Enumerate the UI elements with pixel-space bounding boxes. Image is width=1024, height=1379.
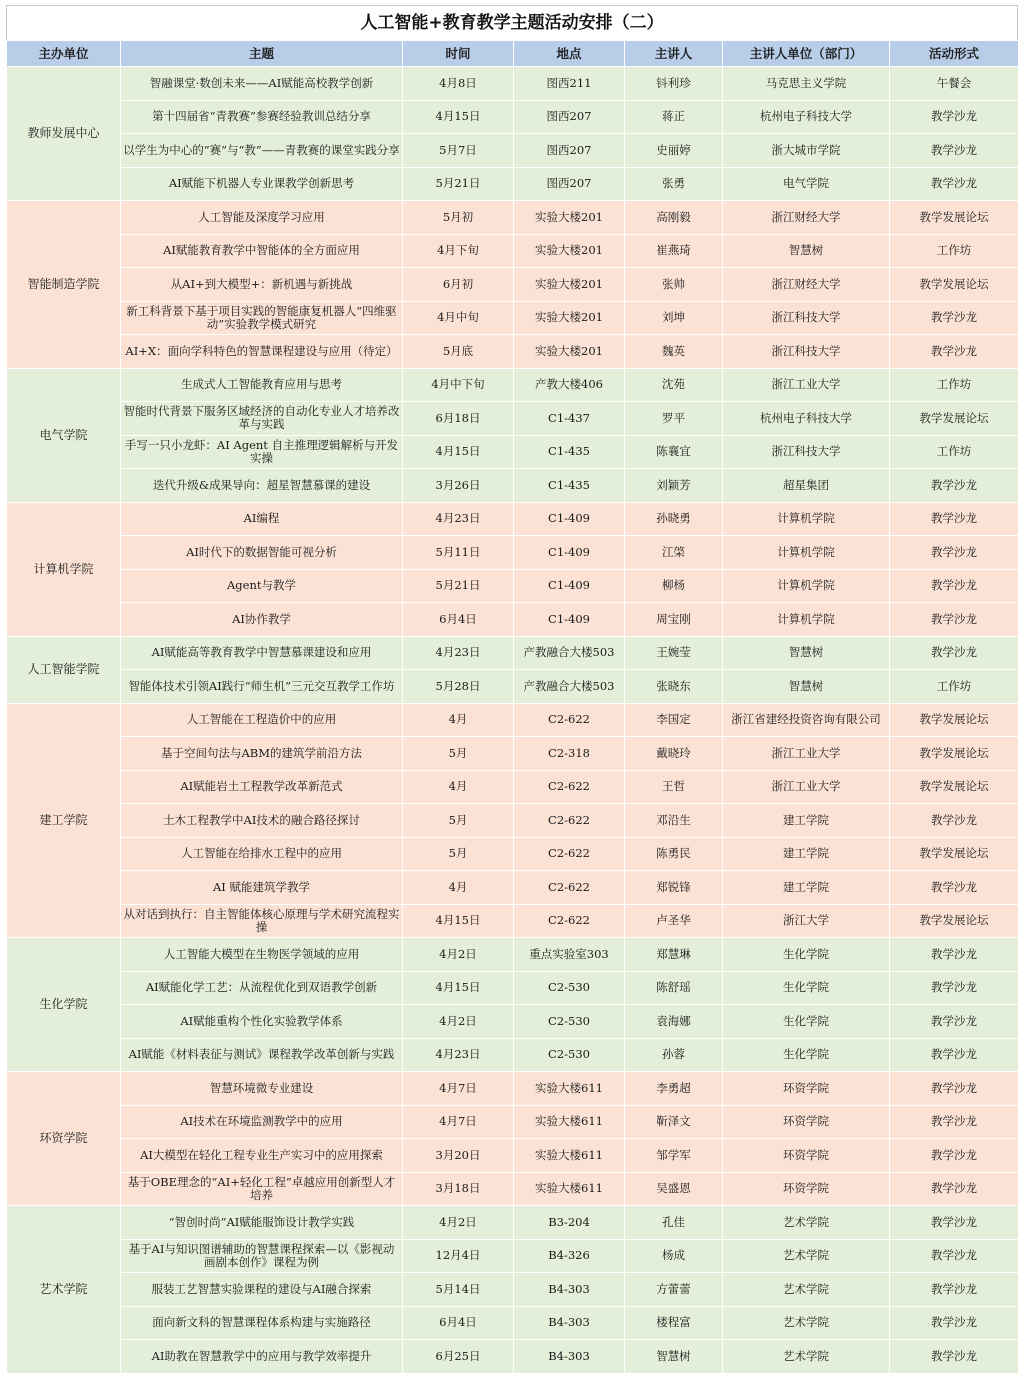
time-cell: 4月 xyxy=(403,770,514,804)
header-row xyxy=(7,41,1019,67)
topic-cell: Agent与教学 xyxy=(121,569,403,603)
speaker-cell: 戴晓玲 xyxy=(625,737,723,771)
time-cell: 6月18日 xyxy=(403,402,514,436)
speaker-cell: 李勇超 xyxy=(625,1072,723,1106)
table-row xyxy=(7,670,1019,704)
speaker-unit-cell: 浙江工业大学 xyxy=(723,770,890,804)
speaker-cell: 江棨 xyxy=(625,536,723,570)
header-speaker-unit: 主讲人单位（部门） xyxy=(723,41,890,67)
table-row xyxy=(7,1172,1019,1206)
topic-cell: 基于AI与知识图谱辅助的智慧课程探索—以《影视动画剧本创作》课程为例 xyxy=(121,1239,403,1273)
speaker-unit-cell: 智慧树 xyxy=(723,636,890,670)
speaker-cell: 孙晓勇 xyxy=(625,502,723,536)
speaker-cell: 刘坤 xyxy=(625,301,723,335)
location-cell: 图西207 xyxy=(514,167,625,201)
topic-cell: 从对话到执行：自主智能体核心原理与学术研究流程实操 xyxy=(121,904,403,938)
time-cell: 6月4日 xyxy=(403,1306,514,1340)
time-cell: 4月 xyxy=(403,703,514,737)
speaker-unit-cell: 建工学院 xyxy=(723,837,890,871)
speaker-cell: 刘颖芳 xyxy=(625,469,723,503)
speaker-unit-cell: 生化学院 xyxy=(723,1038,890,1072)
location-cell: 图西211 xyxy=(514,67,625,101)
time-cell: 4月7日 xyxy=(403,1105,514,1139)
time-cell: 4月下旬 xyxy=(403,234,514,268)
table-row xyxy=(7,536,1019,570)
format-cell: 教学沙龙 xyxy=(890,469,1019,503)
table-row xyxy=(7,502,1019,536)
location-cell: C2-530 xyxy=(514,971,625,1005)
table-row xyxy=(7,569,1019,603)
location-cell: C2-622 xyxy=(514,804,625,838)
location-cell: B4-303 xyxy=(514,1306,625,1340)
format-cell: 教学沙龙 xyxy=(890,335,1019,369)
format-cell: 教学沙龙 xyxy=(890,1005,1019,1039)
location-cell: B4-326 xyxy=(514,1239,625,1273)
table-row xyxy=(7,1038,1019,1072)
format-cell: 教学发展论坛 xyxy=(890,737,1019,771)
topic-cell: 迭代升级&成果导向：超星智慧慕课的建设 xyxy=(121,469,403,503)
speaker-unit-cell: 计算机学院 xyxy=(723,502,890,536)
time-cell: 5月14日 xyxy=(403,1273,514,1307)
header-topic: 主题 xyxy=(121,41,403,67)
speaker-cell: 郑锐锋 xyxy=(625,871,723,905)
location-cell: C2-622 xyxy=(514,770,625,804)
location-cell: B4-303 xyxy=(514,1273,625,1307)
topic-cell: 以学生为中心的“赛”与“教”——青教赛的课堂实践分享 xyxy=(121,134,403,168)
host-unit-cell: 生化学院 xyxy=(7,938,121,1072)
table-row xyxy=(7,703,1019,737)
location-cell: C2-622 xyxy=(514,837,625,871)
location-cell: C1-409 xyxy=(514,536,625,570)
location-cell: C2-622 xyxy=(514,703,625,737)
time-cell: 6月4日 xyxy=(403,603,514,637)
table-row xyxy=(7,1273,1019,1307)
speaker-unit-cell: 智慧树 xyxy=(723,234,890,268)
topic-cell: 第十四届省“青教赛”参赛经验教训总结分享 xyxy=(121,100,403,134)
table-row xyxy=(7,603,1019,637)
speaker-cell: 袁海娜 xyxy=(625,1005,723,1039)
time-cell: 6月25日 xyxy=(403,1340,514,1374)
time-cell: 12月4日 xyxy=(403,1239,514,1273)
speaker-unit-cell: 环资学院 xyxy=(723,1072,890,1106)
location-cell: 实验大楼201 xyxy=(514,268,625,302)
speaker-cell: 周宝刚 xyxy=(625,603,723,637)
topic-cell: AI赋能化学工艺：从流程优化到双语教学创新 xyxy=(121,971,403,1005)
speaker-unit-cell: 浙江省建经投资咨询有限公司 xyxy=(723,703,890,737)
speaker-unit-cell: 环资学院 xyxy=(723,1139,890,1173)
header-time: 时间 xyxy=(403,41,514,67)
table-row xyxy=(7,804,1019,838)
format-cell: 工作坊 xyxy=(890,435,1019,469)
speaker-unit-cell: 浙江工业大学 xyxy=(723,737,890,771)
format-cell: 教学发展论坛 xyxy=(890,268,1019,302)
topic-cell: 人工智能在工程造价中的应用 xyxy=(121,703,403,737)
topic-cell: AI赋能《材料表征与测试》课程教学改革创新与实践 xyxy=(121,1038,403,1072)
location-cell: B3-204 xyxy=(514,1206,625,1240)
speaker-unit-cell: 浙江科技大学 xyxy=(723,301,890,335)
speaker-cell: 陈襄宜 xyxy=(625,435,723,469)
time-cell: 4月7日 xyxy=(403,1072,514,1106)
topic-cell: 智慧环境微专业建设 xyxy=(121,1072,403,1106)
format-cell: 教学沙龙 xyxy=(890,1038,1019,1072)
time-cell: 5月初 xyxy=(403,201,514,235)
topic-cell: AI助教在智慧教学中的应用与教学效率提升 xyxy=(121,1340,403,1374)
speaker-unit-cell: 环资学院 xyxy=(723,1172,890,1206)
format-cell: 教学沙龙 xyxy=(890,871,1019,905)
time-cell: 3月18日 xyxy=(403,1172,514,1206)
host-unit-cell: 智能制造学院 xyxy=(7,201,121,369)
table-row xyxy=(7,201,1019,235)
speaker-cell: 魏英 xyxy=(625,335,723,369)
table-row xyxy=(7,1072,1019,1106)
activity-schedule-sheet xyxy=(6,5,1018,1374)
format-cell: 工作坊 xyxy=(890,234,1019,268)
speaker-unit-cell: 浙江财经大学 xyxy=(723,201,890,235)
speaker-unit-cell: 浙江工业大学 xyxy=(723,368,890,402)
time-cell: 5月 xyxy=(403,804,514,838)
format-cell: 教学沙龙 xyxy=(890,536,1019,570)
speaker-cell: 钭利珍 xyxy=(625,67,723,101)
location-cell: 实验大楼201 xyxy=(514,335,625,369)
speaker-unit-cell: 计算机学院 xyxy=(723,603,890,637)
speaker-unit-cell: 环资学院 xyxy=(723,1105,890,1139)
header-location: 地点 xyxy=(514,41,625,67)
topic-cell: AI时代下的数据智能可视分析 xyxy=(121,536,403,570)
speaker-cell: 张晓东 xyxy=(625,670,723,704)
table-row xyxy=(7,469,1019,503)
table-row xyxy=(7,134,1019,168)
topic-cell: 人工智能在给排水工程中的应用 xyxy=(121,837,403,871)
topic-cell: 面向新文科的智慧课程体系构建与实施路径 xyxy=(121,1306,403,1340)
topic-cell: 人工智能及深度学习应用 xyxy=(121,201,403,235)
format-cell: 教学沙龙 xyxy=(890,636,1019,670)
format-cell: 教学沙龙 xyxy=(890,134,1019,168)
location-cell: C2-622 xyxy=(514,871,625,905)
speaker-cell: 吴盛恩 xyxy=(625,1172,723,1206)
topic-cell: AI+X：面向学科特色的智慧课程建设与应用（待定） xyxy=(121,335,403,369)
format-cell: 教学发展论坛 xyxy=(890,837,1019,871)
speaker-cell: 高刚毅 xyxy=(625,201,723,235)
time-cell: 5月 xyxy=(403,737,514,771)
time-cell: 4月23日 xyxy=(403,502,514,536)
table-row xyxy=(7,167,1019,201)
table-row xyxy=(7,67,1019,101)
format-cell: 教学沙龙 xyxy=(890,301,1019,335)
table-row xyxy=(7,1340,1019,1374)
table-row xyxy=(7,1139,1019,1173)
speaker-cell: 靳泽文 xyxy=(625,1105,723,1139)
speaker-unit-cell: 杭州电子科技大学 xyxy=(723,402,890,436)
speaker-cell: 杨成 xyxy=(625,1239,723,1273)
speaker-cell: 罗平 xyxy=(625,402,723,436)
speaker-cell: 邓沿生 xyxy=(625,804,723,838)
speaker-cell: 王婉莹 xyxy=(625,636,723,670)
schedule-table xyxy=(6,40,1019,1374)
speaker-unit-cell: 艺术学院 xyxy=(723,1239,890,1273)
speaker-unit-cell: 超星集团 xyxy=(723,469,890,503)
location-cell: C1-435 xyxy=(514,435,625,469)
speaker-cell: 张勇 xyxy=(625,167,723,201)
time-cell: 4月中下旬 xyxy=(403,368,514,402)
table-row xyxy=(7,402,1019,436)
format-cell: 教学沙龙 xyxy=(890,1172,1019,1206)
topic-cell: 从AI+到大模型+：新机遇与新挑战 xyxy=(121,268,403,302)
time-cell: 4月2日 xyxy=(403,938,514,972)
time-cell: 5月11日 xyxy=(403,536,514,570)
speaker-cell: 智慧树 xyxy=(625,1340,723,1374)
time-cell: 5月28日 xyxy=(403,670,514,704)
location-cell: C2-530 xyxy=(514,1038,625,1072)
location-cell: 产教融合大楼503 xyxy=(514,670,625,704)
format-cell: 教学沙龙 xyxy=(890,1340,1019,1374)
table-row xyxy=(7,737,1019,771)
topic-cell: 新工科背景下基于项目实践的智能康复机器人“四维驱动”实验教学模式研究 xyxy=(121,301,403,335)
topic-cell: 智能体技术引领AI践行“师生机”三元交互教学工作坊 xyxy=(121,670,403,704)
host-unit-cell: 教师发展中心 xyxy=(7,67,121,201)
host-unit-cell: 艺术学院 xyxy=(7,1206,121,1374)
format-cell: 午餐会 xyxy=(890,67,1019,101)
format-cell: 教学发展论坛 xyxy=(890,703,1019,737)
location-cell: C2-318 xyxy=(514,737,625,771)
topic-cell: AI 赋能建筑学教学 xyxy=(121,871,403,905)
speaker-cell: 孙蓉 xyxy=(625,1038,723,1072)
location-cell: 产教大楼406 xyxy=(514,368,625,402)
speaker-cell: 楼程富 xyxy=(625,1306,723,1340)
host-unit-cell: 建工学院 xyxy=(7,703,121,938)
speaker-unit-cell: 计算机学院 xyxy=(723,569,890,603)
topic-cell: AI编程 xyxy=(121,502,403,536)
format-cell: 教学沙龙 xyxy=(890,1306,1019,1340)
location-cell: 图西207 xyxy=(514,134,625,168)
table-row xyxy=(7,904,1019,938)
format-cell: 教学沙龙 xyxy=(890,1239,1019,1273)
time-cell: 5月 xyxy=(403,837,514,871)
time-cell: 4月15日 xyxy=(403,435,514,469)
speaker-unit-cell: 建工学院 xyxy=(723,804,890,838)
format-cell: 教学沙龙 xyxy=(890,1072,1019,1106)
format-cell: 教学沙龙 xyxy=(890,1273,1019,1307)
speaker-unit-cell: 艺术学院 xyxy=(723,1340,890,1374)
table-row xyxy=(7,1306,1019,1340)
topic-cell: 基于OBE理念的“AI+轻化工程”卓越应用创新型人才培养 xyxy=(121,1172,403,1206)
table-row xyxy=(7,435,1019,469)
topic-cell: 人工智能大模型在生物医学领域的应用 xyxy=(121,938,403,972)
format-cell: 教学发展论坛 xyxy=(890,201,1019,235)
location-cell: C1-409 xyxy=(514,569,625,603)
table-row xyxy=(7,1239,1019,1273)
format-cell: 教学沙龙 xyxy=(890,569,1019,603)
speaker-unit-cell: 生化学院 xyxy=(723,1005,890,1039)
location-cell: C1-409 xyxy=(514,502,625,536)
speaker-cell: 陈勇民 xyxy=(625,837,723,871)
speaker-cell: 沈苑 xyxy=(625,368,723,402)
time-cell: 5月21日 xyxy=(403,167,514,201)
speaker-cell: 张帅 xyxy=(625,268,723,302)
speaker-unit-cell: 生化学院 xyxy=(723,938,890,972)
table-row xyxy=(7,1105,1019,1139)
table-row xyxy=(7,938,1019,972)
speaker-unit-cell: 浙大城市学院 xyxy=(723,134,890,168)
speaker-cell: 蒋正 xyxy=(625,100,723,134)
topic-cell: AI技术在环境监测教学中的应用 xyxy=(121,1105,403,1139)
location-cell: C1-409 xyxy=(514,603,625,637)
header-speaker: 主讲人 xyxy=(625,41,723,67)
time-cell: 4月15日 xyxy=(403,904,514,938)
table-row xyxy=(7,301,1019,335)
format-cell: 教学沙龙 xyxy=(890,804,1019,838)
table-row xyxy=(7,100,1019,134)
speaker-unit-cell: 浙江科技大学 xyxy=(723,435,890,469)
time-cell: 5月21日 xyxy=(403,569,514,603)
speaker-unit-cell: 马克思主义学院 xyxy=(723,67,890,101)
speaker-unit-cell: 艺术学院 xyxy=(723,1273,890,1307)
topic-cell: 生成式人工智能教育应用与思考 xyxy=(121,368,403,402)
host-unit-cell: 环资学院 xyxy=(7,1072,121,1206)
topic-cell: 土木工程教学中AI技术的融合路径探讨 xyxy=(121,804,403,838)
location-cell: C1-435 xyxy=(514,469,625,503)
speaker-unit-cell: 杭州电子科技大学 xyxy=(723,100,890,134)
format-cell: 教学沙龙 xyxy=(890,167,1019,201)
speaker-cell: 柳杨 xyxy=(625,569,723,603)
schedule-body xyxy=(7,67,1019,1374)
speaker-cell: 卢圣华 xyxy=(625,904,723,938)
topic-cell: AI赋能下机器人专业课教学创新思考 xyxy=(121,167,403,201)
time-cell: 5月7日 xyxy=(403,134,514,168)
topic-cell: 智能时代背景下服务区域经济的自动化专业人才培养改革与实践 xyxy=(121,402,403,436)
table-row xyxy=(7,971,1019,1005)
time-cell: 5月底 xyxy=(403,335,514,369)
format-cell: 教学沙龙 xyxy=(890,603,1019,637)
location-cell: C2-530 xyxy=(514,1005,625,1039)
speaker-unit-cell: 生化学院 xyxy=(723,971,890,1005)
speaker-cell: 郑慧琳 xyxy=(625,938,723,972)
host-unit-cell: 人工智能学院 xyxy=(7,636,121,703)
topic-cell: AI协作教学 xyxy=(121,603,403,637)
table-row xyxy=(7,1206,1019,1240)
table-row xyxy=(7,871,1019,905)
table-row xyxy=(7,335,1019,369)
time-cell: 4月15日 xyxy=(403,100,514,134)
format-cell: 工作坊 xyxy=(890,670,1019,704)
topic-cell: 服装工艺智慧实验课程的建设与AI融合探索 xyxy=(121,1273,403,1307)
topic-cell: AI赋能岩土工程教学改革新范式 xyxy=(121,770,403,804)
speaker-unit-cell: 电气学院 xyxy=(723,167,890,201)
format-cell: 教学发展论坛 xyxy=(890,904,1019,938)
format-cell: 教学沙龙 xyxy=(890,1206,1019,1240)
speaker-unit-cell: 艺术学院 xyxy=(723,1306,890,1340)
time-cell: 4月2日 xyxy=(403,1005,514,1039)
table-row xyxy=(7,368,1019,402)
speaker-unit-cell: 智慧树 xyxy=(723,670,890,704)
topic-cell: 手写一只小龙虾：AI Agent 自主推理逻辑解析与开发实操 xyxy=(121,435,403,469)
format-cell: 教学沙龙 xyxy=(890,100,1019,134)
header-format: 活动形式 xyxy=(890,41,1019,67)
location-cell: 实验大楼611 xyxy=(514,1172,625,1206)
speaker-cell: 邹学军 xyxy=(625,1139,723,1173)
format-cell: 教学沙龙 xyxy=(890,502,1019,536)
format-cell: 教学沙龙 xyxy=(890,1139,1019,1173)
location-cell: 实验大楼611 xyxy=(514,1105,625,1139)
speaker-unit-cell: 浙江财经大学 xyxy=(723,268,890,302)
time-cell: 3月20日 xyxy=(403,1139,514,1173)
location-cell: B4-303 xyxy=(514,1340,625,1374)
topic-cell: 智融课堂·数创未来——AI赋能高校教学创新 xyxy=(121,67,403,101)
location-cell: C1-437 xyxy=(514,402,625,436)
time-cell: 6月初 xyxy=(403,268,514,302)
topic-cell: “智创时尚”AI赋能服饰设计教学实践 xyxy=(121,1206,403,1240)
speaker-unit-cell: 浙江科技大学 xyxy=(723,335,890,369)
time-cell: 4月15日 xyxy=(403,971,514,1005)
speaker-cell: 王哲 xyxy=(625,770,723,804)
host-unit-cell: 计算机学院 xyxy=(7,502,121,636)
header-host-unit: 主办单位 xyxy=(7,41,121,67)
sheet-title: 人工智能+教育教学主题活动安排（二） xyxy=(6,5,1018,40)
speaker-cell: 崔燕琦 xyxy=(625,234,723,268)
speaker-cell: 李国定 xyxy=(625,703,723,737)
table-row xyxy=(7,770,1019,804)
speaker-cell: 陈舒瑶 xyxy=(625,971,723,1005)
speaker-unit-cell: 浙江大学 xyxy=(723,904,890,938)
speaker-cell: 史丽婷 xyxy=(625,134,723,168)
location-cell: 重点实验室303 xyxy=(514,938,625,972)
time-cell: 4月8日 xyxy=(403,67,514,101)
format-cell: 工作坊 xyxy=(890,368,1019,402)
table-row xyxy=(7,268,1019,302)
speaker-unit-cell: 艺术学院 xyxy=(723,1206,890,1240)
topic-cell: AI赋能教育教学中智能体的全方面应用 xyxy=(121,234,403,268)
location-cell: 图西207 xyxy=(514,100,625,134)
table-row xyxy=(7,234,1019,268)
topic-cell: AI大模型在轻化工程专业生产实习中的应用探索 xyxy=(121,1139,403,1173)
format-cell: 教学沙龙 xyxy=(890,1105,1019,1139)
table-row xyxy=(7,1005,1019,1039)
location-cell: 实验大楼201 xyxy=(514,201,625,235)
time-cell: 4月2日 xyxy=(403,1206,514,1240)
table-row xyxy=(7,837,1019,871)
speaker-unit-cell: 计算机学院 xyxy=(723,536,890,570)
format-cell: 教学沙龙 xyxy=(890,971,1019,1005)
format-cell: 教学发展论坛 xyxy=(890,402,1019,436)
topic-cell: AI赋能重构个性化实验教学体系 xyxy=(121,1005,403,1039)
format-cell: 教学发展论坛 xyxy=(890,770,1019,804)
location-cell: 实验大楼611 xyxy=(514,1072,625,1106)
location-cell: 实验大楼201 xyxy=(514,301,625,335)
speaker-cell: 孔佳 xyxy=(625,1206,723,1240)
time-cell: 4月 xyxy=(403,871,514,905)
time-cell: 3月26日 xyxy=(403,469,514,503)
location-cell: 产教融合大楼503 xyxy=(514,636,625,670)
speaker-unit-cell: 建工学院 xyxy=(723,871,890,905)
time-cell: 4月中旬 xyxy=(403,301,514,335)
speaker-cell: 方蕾蕾 xyxy=(625,1273,723,1307)
table-row xyxy=(7,636,1019,670)
host-unit-cell: 电气学院 xyxy=(7,368,121,502)
location-cell: 实验大楼611 xyxy=(514,1139,625,1173)
location-cell: 实验大楼201 xyxy=(514,234,625,268)
topic-cell: 基于空间句法与ABM的建筑学前沿方法 xyxy=(121,737,403,771)
format-cell: 教学沙龙 xyxy=(890,938,1019,972)
topic-cell: AI赋能高等教育教学中智慧慕课建设和应用 xyxy=(121,636,403,670)
time-cell: 4月23日 xyxy=(403,1038,514,1072)
time-cell: 4月23日 xyxy=(403,636,514,670)
location-cell: C2-622 xyxy=(514,904,625,938)
